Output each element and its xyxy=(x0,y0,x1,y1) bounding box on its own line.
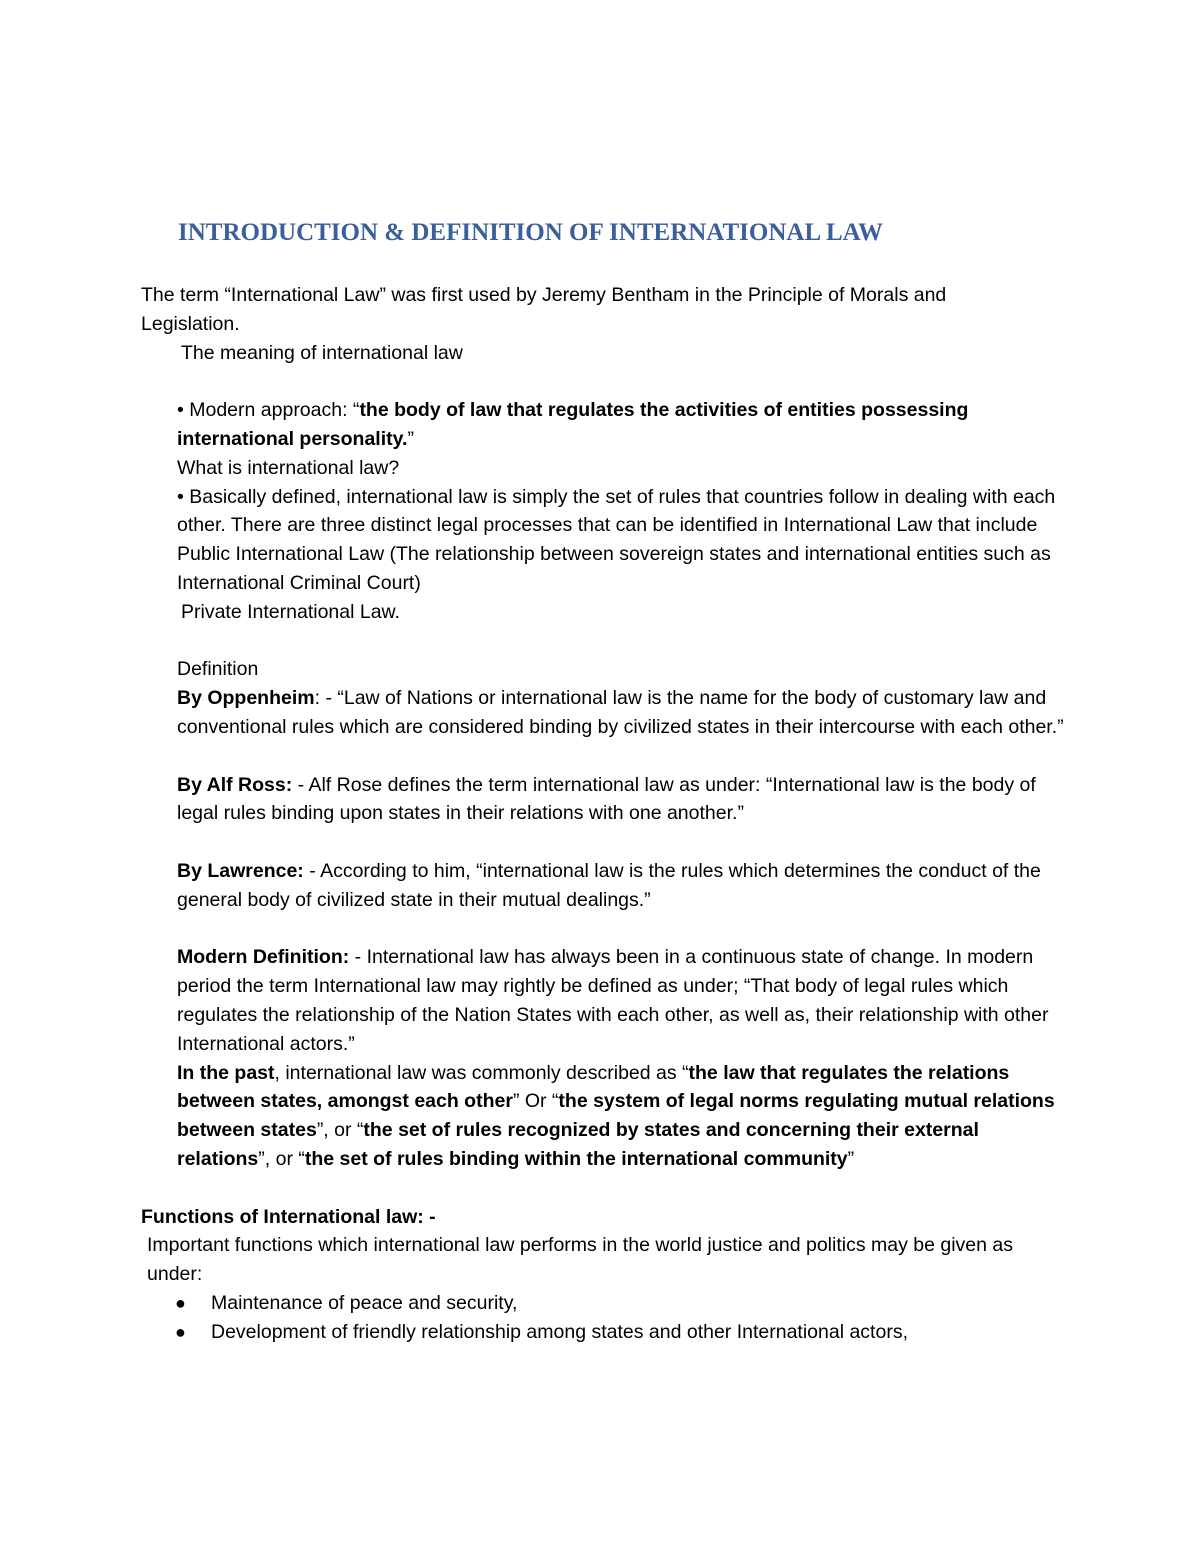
past-text-4: ”, or “ xyxy=(258,1147,305,1170)
modern-definition-label: Modern Definition: xyxy=(177,946,350,969)
spacer xyxy=(141,367,1071,396)
intro-line-1: The term “International Law” was first used by Jeremy Bentham in the Principle of Morals and xyxy=(141,284,947,306)
modern-approach-suffix: ” xyxy=(407,427,414,450)
spacer xyxy=(141,915,1071,944)
spacer xyxy=(141,627,1071,656)
intro-paragraph xyxy=(141,281,1071,339)
lawrence-text: - According to him, “international law is the rules which determines the conduct of the general body of civilized state in their mutual dealings.” xyxy=(177,859,1041,911)
meaning-line: The meaning of international law xyxy=(181,341,463,364)
list-item xyxy=(175,1289,1071,1318)
lawrence-definition xyxy=(141,857,1071,915)
bullet-icon: ● xyxy=(175,1292,186,1313)
past-label: In the past xyxy=(177,1061,275,1084)
document-heading: INTRODUCTION & DEFINITION OF INTERNATIONAL LAW xyxy=(178,219,883,246)
modern-approach-paragraph xyxy=(141,396,1071,454)
definition-label: Definition xyxy=(177,658,259,681)
past-bold-3: the set of rules recognized by states and concerning their external relations xyxy=(177,1119,979,1170)
functions-heading: Functions of International law: - xyxy=(141,1205,436,1228)
document-body xyxy=(141,281,1071,1346)
ross-definition xyxy=(141,771,1071,829)
what-is-answer: • Basically defined, international law is simply the set of rules that countries follow in dealing with each other. There are three distinct legal processes that can be identified in International Law that include xyxy=(177,485,1056,537)
past-bold-2: the system of legal norms regulating mutual relations between states xyxy=(177,1090,1055,1142)
past-bold-4: the set of rules binding within the international community xyxy=(304,1147,848,1170)
past-text-5: ” xyxy=(847,1147,855,1170)
list-item xyxy=(175,1318,1071,1347)
spacer xyxy=(141,742,1071,771)
past-text-1: , international law was commonly described as “ xyxy=(274,1061,689,1084)
list-item-text: Development of friendly relationship among states and other International actors, xyxy=(211,1320,908,1343)
private-international-law: Private International Law. xyxy=(181,600,400,623)
bullet-icon: ● xyxy=(175,1321,186,1342)
functions-list xyxy=(141,1289,1071,1347)
past-paragraph xyxy=(141,1059,1071,1174)
spacer xyxy=(141,1174,1071,1203)
modern-approach-bold: the body of law that regulates the activities of entities possessing international personality. xyxy=(177,399,969,450)
ross-text: - Alf Rose defines the term international law as under: “International law is the body of legal rules binding upon states in their relations with one another.” xyxy=(177,773,1036,825)
what-is-question: What is international law? xyxy=(177,456,400,479)
spacer xyxy=(141,828,1071,857)
past-text-2: ” Or “ xyxy=(512,1090,559,1113)
intro-line-2: Legislation. xyxy=(141,312,240,335)
modern-definition xyxy=(141,943,1071,1058)
public-international-law: Public International Law (The relationship between sovereign states and international entities such as International Criminal Court) xyxy=(177,543,1051,594)
modern-approach-prefix: • Modern approach: “ xyxy=(177,399,360,422)
lawrence-label: By Lawrence: xyxy=(177,859,304,882)
past-bold-1: the law that regulates the relations between states, amongst each other xyxy=(177,1061,1010,1113)
oppenheim-label: By Oppenheim xyxy=(177,687,315,710)
modern-definition-text: - International law has always been in a continuous state of change. In modern period the term International law may rightly be defined as under; “That body of legal rules which regulates the relationship of the Nation States with each other, as well as, their relationship with other International actors.” xyxy=(177,946,1049,1055)
past-text-3: ”, or “ xyxy=(316,1119,364,1142)
functions-intro: Important functions which international law performs in the world justice and politics may be given as under: xyxy=(147,1234,1014,1286)
list-item-text: Maintenance of peace and security, xyxy=(211,1291,518,1314)
oppenheim-text: : - “Law of Nations or international law is the name for the body of customary law and conventional rules which are considered binding by civilized states in their intercourse with each other.” xyxy=(177,687,1064,738)
ross-label: By Alf Ross: xyxy=(177,773,293,796)
oppenheim-definition xyxy=(141,684,1071,742)
